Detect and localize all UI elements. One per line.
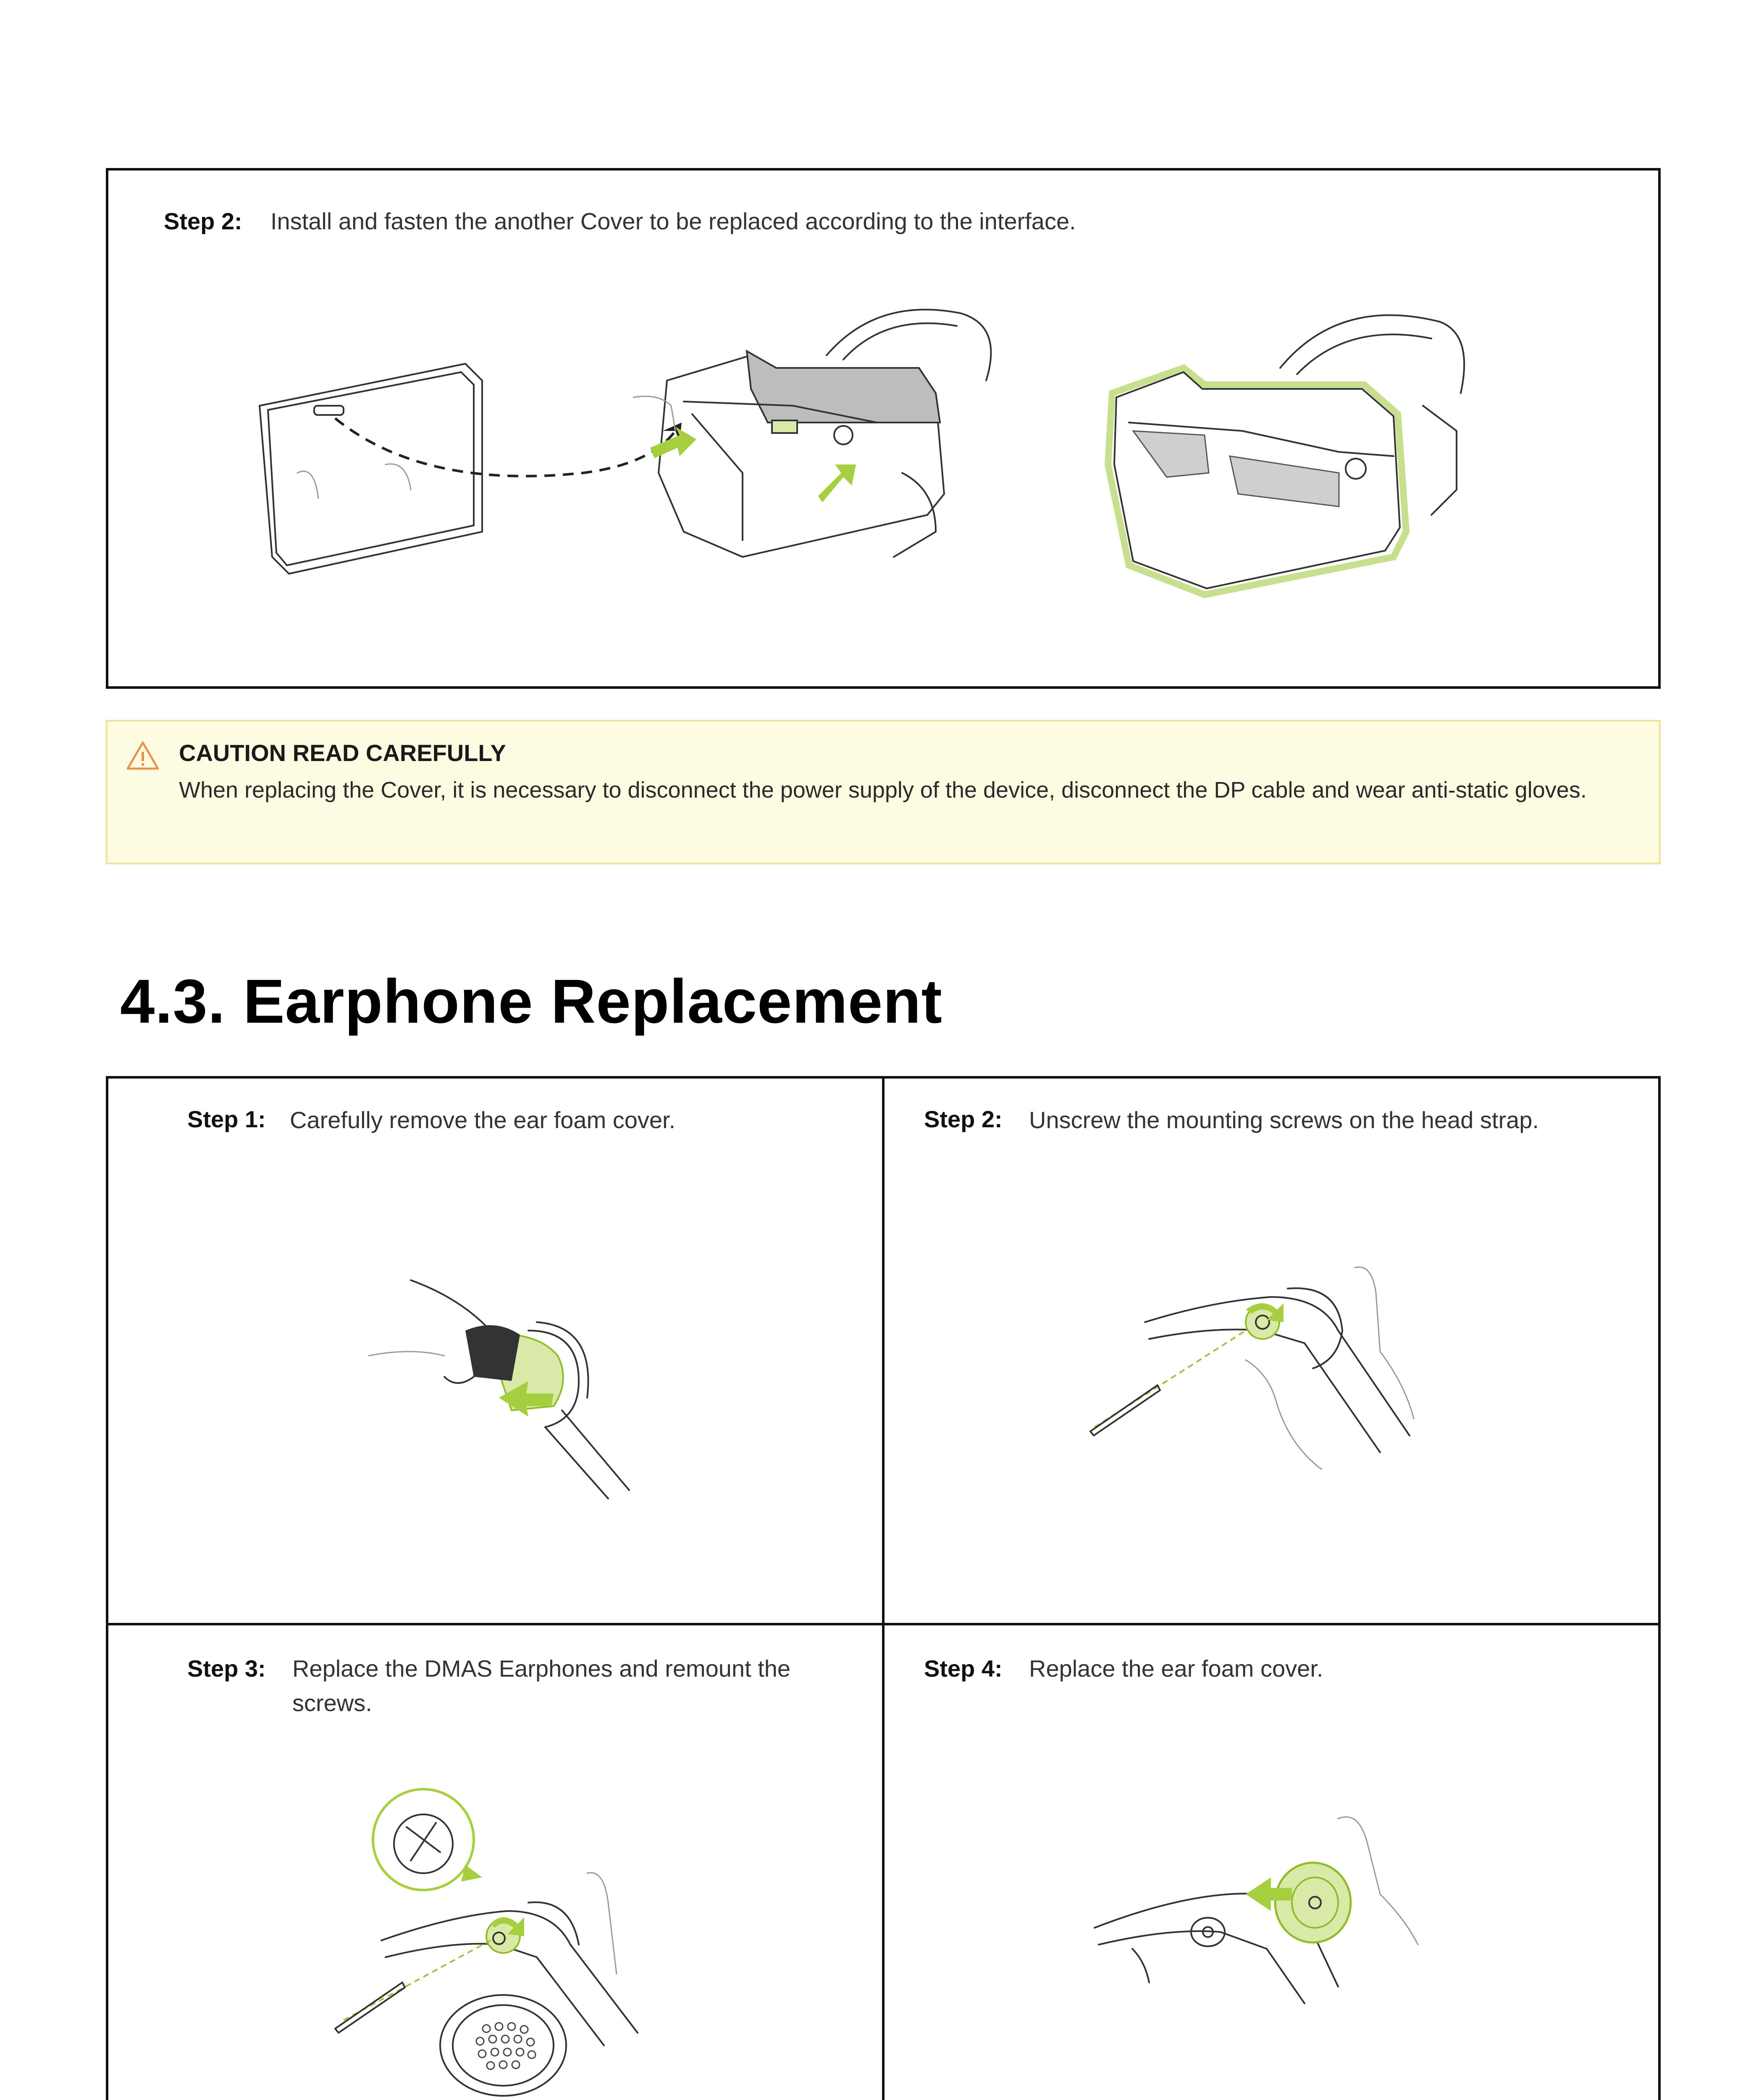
earphone-steps-grid	[106, 1076, 1661, 2100]
step-label: Step 3:	[187, 1655, 266, 1682]
step-cell-2	[885, 1079, 1661, 1623]
replace-earphone-illustration	[327, 1785, 705, 2100]
cover-attach-illustration	[247, 297, 1003, 624]
caution-box-cover	[106, 720, 1661, 864]
section-title: 4.3. Earphone Replacement	[120, 967, 942, 1036]
caution-title: CAUTION READ CAREFULLY	[179, 740, 506, 766]
replace-ear-foam-illustration	[1086, 1810, 1464, 2045]
step-text: Unscrew the mounting screws on the head strap.	[1029, 1107, 1539, 1133]
step-text: Install and fasten the another Cover to be replaced according to the interface.	[270, 208, 1076, 234]
caution-text: When replacing the Cover, it is necessary to disconnect the power supply of the device, disconnect the DP cable and wear anti-static gloves.	[179, 777, 1587, 803]
step-text: Replace the ear foam cover.	[1029, 1655, 1323, 1682]
unscrew-strap-illustration	[1086, 1259, 1464, 1494]
step-cell-1	[108, 1079, 882, 1623]
remove-ear-foam-illustration	[360, 1272, 654, 1507]
step-label: Step 1:	[187, 1106, 266, 1132]
step-cell-4	[885, 1625, 1661, 2100]
cover-install-step-box	[106, 168, 1661, 689]
warning-triangle-icon	[126, 740, 160, 770]
step-text: Replace the DMAS Earphones and remount the screws.	[292, 1655, 791, 1716]
cover-installed-illustration	[1104, 297, 1566, 624]
step-label: Step 2:	[164, 208, 242, 234]
step-cell-3	[108, 1625, 882, 2100]
step-text: Carefully remove the ear foam cover.	[290, 1107, 676, 1133]
step-label: Step 4:	[924, 1655, 1003, 1682]
step-label: Step 2:	[924, 1106, 1003, 1132]
